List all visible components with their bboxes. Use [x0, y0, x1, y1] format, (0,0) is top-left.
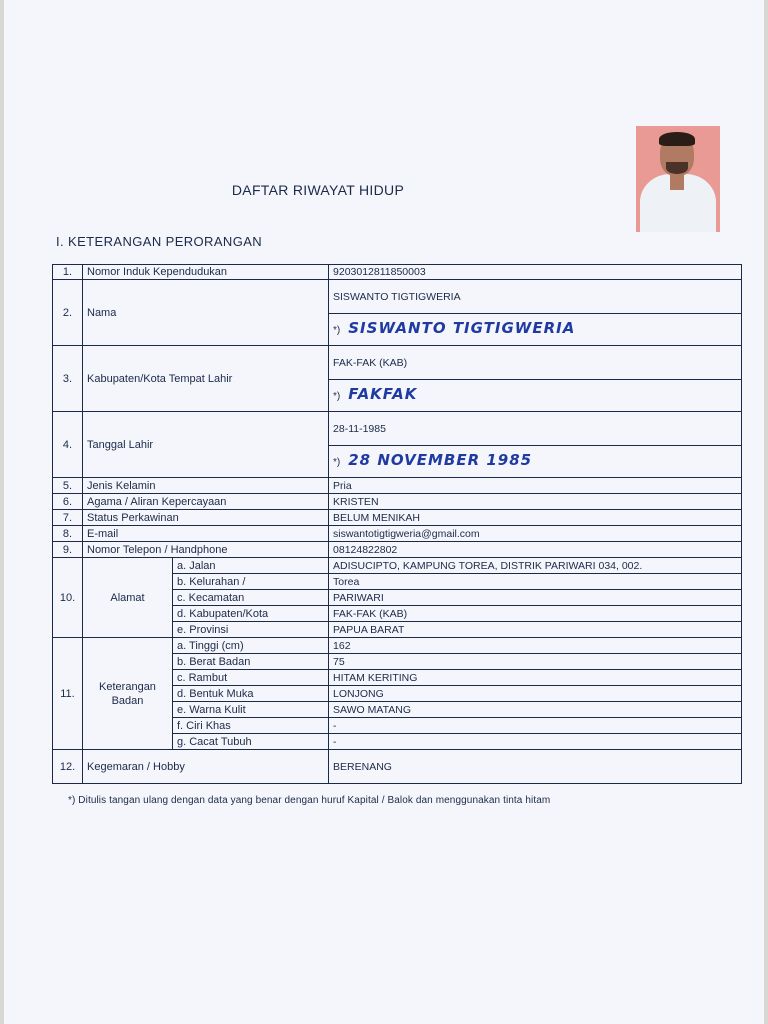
sub-label: a. Tinggi (cm) — [173, 638, 329, 654]
row-value: Pria — [329, 478, 742, 494]
table-row — [53, 510, 742, 526]
row-number: 5. — [53, 478, 83, 494]
handwritten-birthdate: 28 NOVEMBER 1985 — [348, 451, 533, 469]
footnote-mark: *) — [333, 457, 341, 468]
row-number: 3. — [53, 346, 83, 412]
sub-label: a. Jalan — [173, 558, 329, 574]
photo-hair — [659, 132, 695, 146]
sub-label: d. Bentuk Muka — [173, 686, 329, 702]
sub-value: LONJONG — [329, 686, 742, 702]
table-row — [53, 542, 742, 558]
row-number: 7. — [53, 510, 83, 526]
row-number: 12. — [53, 750, 83, 784]
footnote-mark: *) — [333, 325, 341, 336]
sub-value: 162 — [329, 638, 742, 654]
row-label: Nomor Induk Kependudukan — [83, 265, 329, 280]
handwritten-cell — [329, 446, 742, 478]
row-label: Nama — [83, 280, 329, 346]
sub-value: ADISUCIPTO, KAMPUNG TOREA, DISTRIK PARIWARI 034, 002. — [329, 558, 742, 574]
row-number: 9. — [53, 542, 83, 558]
row-label-line1: Keterangan — [99, 680, 156, 693]
handwritten-cell — [329, 314, 742, 346]
row-value: SISWANTO TIGTIGWERIA — [329, 280, 742, 314]
sub-label: e. Provinsi — [173, 622, 329, 638]
footnote: *) Ditulis tangan ulang dengan data yang benar dengan huruf Kapital / Balok dan menggunakan tinta hitam — [68, 795, 551, 806]
photo-neck — [670, 174, 684, 190]
sub-value: SAWO MATANG — [329, 702, 742, 718]
row-value: 28-11-1985 — [329, 412, 742, 446]
handwritten-cell — [329, 380, 742, 412]
handwritten-birthplace: FAKFAK — [348, 385, 418, 403]
row-label: Status Perkawinan — [83, 510, 329, 526]
table-row — [53, 265, 742, 280]
table-row — [53, 346, 742, 380]
sub-value: FAK-FAK (KAB) — [329, 606, 742, 622]
row-label: Alamat — [83, 558, 173, 638]
sub-label: b. Berat Badan — [173, 654, 329, 670]
row-number: 2. — [53, 280, 83, 346]
sub-label: f. Ciri Khas — [173, 718, 329, 734]
person-photo — [636, 126, 720, 232]
table-row — [53, 526, 742, 542]
row-value: KRISTEN — [329, 494, 742, 510]
table-row — [53, 558, 742, 574]
sub-label: d. Kabupaten/Kota — [173, 606, 329, 622]
row-label: E-mail — [83, 526, 329, 542]
sub-value: PARIWARI — [329, 590, 742, 606]
footnote-mark: *) — [333, 391, 341, 402]
row-number: 10. — [53, 558, 83, 638]
row-number: 4. — [53, 412, 83, 478]
row-value: BELUM MENIKAH — [329, 510, 742, 526]
sub-label: e. Warna Kulit — [173, 702, 329, 718]
sub-value: 75 — [329, 654, 742, 670]
row-value: siswantotigtigweria@gmail.com — [329, 526, 742, 542]
row-label: Tanggal Lahir — [83, 412, 329, 478]
row-number: 8. — [53, 526, 83, 542]
section-title: I. KETERANGAN PERORANGAN — [56, 234, 263, 249]
row-label: Jenis Kelamin — [83, 478, 329, 494]
row-label — [83, 638, 173, 750]
row-label-line2: Badan — [111, 694, 144, 707]
row-value: FAK-FAK (KAB) — [329, 346, 742, 380]
row-number: 6. — [53, 494, 83, 510]
table-row — [53, 412, 742, 446]
sub-value: - — [329, 734, 742, 750]
row-value: 9203012811850003 — [329, 265, 742, 280]
sub-label: g. Cacat Tubuh — [173, 734, 329, 750]
row-value: BERENANG — [329, 750, 742, 784]
row-label: Nomor Telepon / Handphone — [83, 542, 329, 558]
table-row — [53, 638, 742, 654]
row-label: Agama / Aliran Kepercayaan — [83, 494, 329, 510]
biodata-table — [52, 264, 742, 784]
photo-beard — [666, 162, 688, 174]
table-row — [53, 494, 742, 510]
sub-value: - — [329, 718, 742, 734]
sub-label: b. Kelurahan / — [173, 574, 329, 590]
row-label: Kegemaran / Hobby — [83, 750, 329, 784]
sub-label: c. Kecamatan — [173, 590, 329, 606]
table-row — [53, 750, 742, 784]
row-number: 1. — [53, 265, 83, 280]
sub-label: c. Rambut — [173, 670, 329, 686]
sub-value: PAPUA BARAT — [329, 622, 742, 638]
row-label: Kabupaten/Kota Tempat Lahir — [83, 346, 329, 412]
handwritten-name: SISWANTO TIGTIGWERIA — [348, 319, 576, 337]
row-value: 08124822802 — [329, 542, 742, 558]
table-row — [53, 478, 742, 494]
sub-value: HITAM KERITING — [329, 670, 742, 686]
table-row — [53, 280, 742, 314]
document-title: DAFTAR RIWAYAT HIDUP — [231, 182, 405, 198]
sub-value: Torea — [329, 574, 742, 590]
row-number: 11. — [53, 638, 83, 750]
